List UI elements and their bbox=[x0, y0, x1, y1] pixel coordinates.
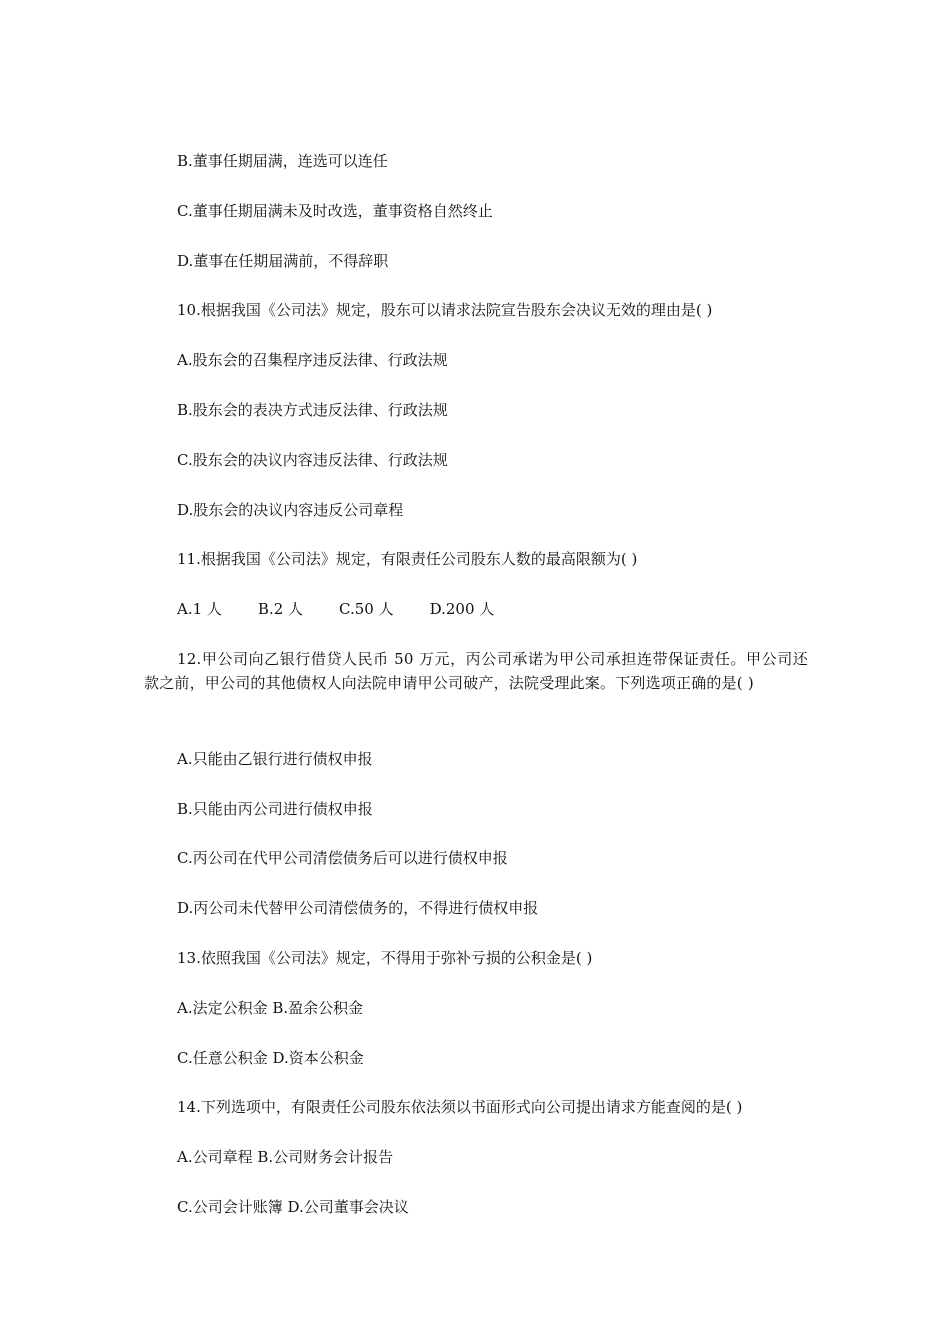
q11-question: 11.根据我国《公司法》规定，有限责任公司股东人数的最高限额为( ) bbox=[177, 550, 638, 568]
q11-options bbox=[177, 597, 494, 621]
q9-option-d: D.董事在任期届满前，不得辞职 bbox=[177, 252, 389, 270]
q11-option-b: B.2 人 bbox=[257, 600, 304, 618]
q9-option-c: C.董事任期届满未及时改选，董事资格自然终止 bbox=[177, 202, 493, 220]
q14-question: 14.下列选项中，有限责任公司股东依法须以书面形式向公司提出请求方能查阅的是( ) bbox=[177, 1098, 743, 1116]
q11-option-a: A.1 人 bbox=[177, 600, 222, 618]
q12-question: 12.甲公司向乙银行借贷人民币 50 万元，丙公司承诺为甲公司承担连带保证责任。甲公司还款之前，甲公司的其他债权人向法院申请甲公司破产，法院受理此案。下列选项正确的是( ) bbox=[144, 650, 808, 692]
q12-option-b: B.只能由丙公司进行债权申报 bbox=[177, 800, 373, 818]
q13-question: 13.依照我国《公司法》规定，不得用于弥补亏损的公积金是( ) bbox=[177, 949, 593, 967]
q10-option-d: D.股东会的决议内容违反公司章程 bbox=[177, 501, 404, 519]
q10-option-c: C.股东会的决议内容违反法律、行政法规 bbox=[177, 451, 448, 469]
q12-option-c: C.丙公司在代甲公司清偿债务后可以进行债权申报 bbox=[177, 849, 508, 867]
q13-options-cd: C.任意公积金 D.资本公积金 bbox=[177, 1049, 364, 1067]
q10-option-b: B.股东会的表决方式违反法律、行政法规 bbox=[177, 401, 448, 419]
q14-options-cd: C.公司会计账簿 D.公司董事会决议 bbox=[177, 1198, 409, 1216]
q12-option-d: D.丙公司未代替甲公司清偿债务的，不得进行债权申报 bbox=[177, 899, 539, 917]
q10-question: 10.根据我国《公司法》规定，股东可以请求法院宣告股东会决议无效的理由是( ) bbox=[177, 301, 713, 319]
q11-option-c: C.50 人 bbox=[339, 600, 394, 618]
q12-option-a: A.只能由乙银行进行债权申报 bbox=[177, 750, 373, 768]
q13-options-ab: A.法定公积金 B.盈余公积金 bbox=[177, 999, 364, 1017]
q14-options-ab: A.公司章程 B.公司财务会计报告 bbox=[177, 1148, 394, 1166]
q9-option-b: B.董事任期届满，连选可以连任 bbox=[177, 152, 388, 170]
q11-option-d: D.200 人 bbox=[429, 600, 495, 618]
q10-option-a: A.股东会的召集程序违反法律、行政法规 bbox=[177, 351, 448, 369]
